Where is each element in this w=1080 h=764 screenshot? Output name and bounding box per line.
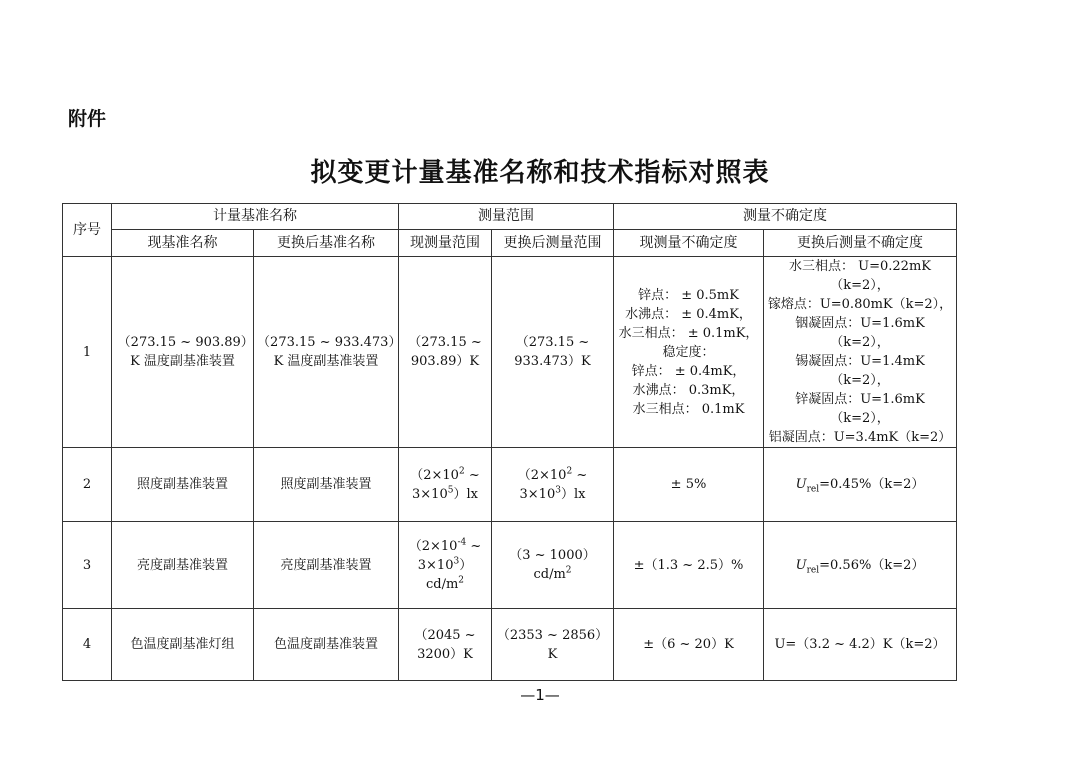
- new-range-cell: [492, 522, 614, 609]
- header-seq: 序号: [63, 204, 112, 257]
- range-line: $cd/m^2$: [425, 575, 465, 592]
- header-range-group: 测量范围: [399, 204, 614, 230]
- current-name-cell: 色温度副基准灯组: [112, 609, 254, 681]
- header-current-uncertainty: 现测量不确定度: [614, 230, 764, 257]
- uncertainty-line: （k=2），: [830, 278, 890, 293]
- page-number: —1—: [520, 686, 560, 704]
- table-row: [63, 257, 957, 448]
- uncertainty-line: 水沸点： 0.3mK，: [632, 382, 745, 398]
- uncertainty-line: 锌点： ± 0.4mK，: [631, 363, 746, 379]
- new-name-cell: 照度副基准装置: [254, 448, 399, 522]
- row-seq: 3: [63, 522, 112, 609]
- current-name-cell: 照度副基准装置: [112, 448, 254, 522]
- row-seq: 2: [63, 448, 112, 522]
- range-line: 903.89）K: [410, 354, 480, 369]
- header-current-range: 现测量范围: [399, 230, 492, 257]
- row-seq: 1: [63, 257, 112, 448]
- range-line: $3\times 10^5)lx$: [412, 485, 478, 502]
- new-name-cell: 亮度副基准装置: [254, 522, 399, 609]
- table-row: [63, 448, 957, 522]
- range-line: （$2\times 10^2$ ~: [517, 466, 588, 483]
- header-name-group: 计量基准名称: [112, 204, 399, 230]
- new-uncertainty-cell: [764, 257, 957, 448]
- range-line: 933.473）K: [514, 354, 591, 369]
- new-name-cell: （273.15 ~ 933.473）K 温度副基准装置: [254, 257, 399, 448]
- range-line: $cd/m^2$: [533, 565, 572, 582]
- table-row: [63, 522, 957, 609]
- new-uncertainty-cell: U=（3.2 ~ 4.2）K（k=2）: [764, 609, 957, 681]
- comparison-table: [62, 203, 957, 681]
- header-new-range: 更换后测量范围: [492, 230, 614, 257]
- new-uncertainty-cell: $U_{rel}=0.56\%(k=2)$: [764, 522, 957, 609]
- current-uncertainty-cell: ±（6 ~ 20）K: [614, 609, 764, 681]
- uncertainty-line: 锌点： ± 0.5mK: [638, 287, 739, 303]
- uncertainty-line: 铟凝固点：U=1.6mK（k=2），: [795, 316, 925, 350]
- uncertainty-line: 水三相点： 0.1mK: [632, 401, 745, 417]
- range-line: （2353 ~ 2856）: [496, 627, 609, 643]
- header-current-name: 现基准名称: [112, 230, 254, 257]
- current-name-cell: （273.15 ~ 903.89）K 温度副基准装置: [112, 257, 254, 448]
- range-line: 3200）K: [417, 646, 473, 662]
- uncertainty-line: 水沸点： ± 0.4mK，: [625, 306, 752, 322]
- header-row-2: [63, 230, 957, 257]
- table-row: [63, 609, 957, 681]
- range-line: （2045 ~: [414, 627, 476, 643]
- new-range-cell: [492, 448, 614, 522]
- range-line: K: [547, 646, 558, 662]
- uncertainty-line: 稳定度：: [662, 344, 715, 360]
- uncertainty-line: 水三相点： ± 0.1mK，: [618, 325, 759, 341]
- uncertainty-line: 镓熔点：U=0.80mK（k=2），: [767, 297, 953, 312]
- header-row-1: [63, 204, 957, 230]
- current-range-cell: [399, 522, 492, 609]
- new-range-cell: [492, 609, 614, 681]
- range-line: （3 ~ 1000）: [509, 548, 596, 563]
- range-line: （$2\times 10^2$ ~: [410, 466, 480, 483]
- new-name-cell: 色温度副基准装置: [254, 609, 399, 681]
- range-line: （$2\times 10^{-4}$ ~: [408, 537, 482, 554]
- range-line: （273.15 ~: [515, 335, 590, 350]
- range-line: （273.15 ~: [408, 335, 482, 350]
- current-range-cell: [399, 257, 492, 448]
- current-range-cell: [399, 448, 492, 522]
- uncertainty-line: 锡凝固点：U=1.4mK（k=2），: [795, 354, 925, 388]
- header-uncertainty-group: 测量不确定度: [614, 204, 957, 230]
- range-line: $3\times 10^3$）: [417, 556, 473, 573]
- current-uncertainty-cell: [614, 257, 764, 448]
- new-uncertainty-cell: $U_{rel}=0.45\%(k=2)$: [764, 448, 957, 522]
- attachment-label: 附件: [68, 108, 107, 130]
- header-new-name: 更换后基准名称: [254, 230, 399, 257]
- range-line: $3\times 10^3)lx$: [519, 485, 586, 502]
- row-seq: 4: [63, 609, 112, 681]
- current-uncertainty-cell: ±（1.3 ~ 2.5）%: [614, 522, 764, 609]
- uncertainty-line: 铝凝固点：U=3.4mK（k=2）: [768, 430, 952, 445]
- new-range-cell: [492, 257, 614, 448]
- current-uncertainty-cell: ± 5%: [614, 448, 764, 522]
- current-name-cell: 亮度副基准装置: [112, 522, 254, 609]
- uncertainty-line: 锌凝固点：U=1.6mK（k=2），: [795, 392, 925, 426]
- page-title: 拟变更计量基准名称和技术指标对照表: [310, 158, 770, 188]
- uncertainty-line: 水三相点： U=0.22mK: [789, 259, 931, 274]
- header-new-uncertainty: 更换后测量不确定度: [764, 230, 957, 257]
- current-range-cell: [399, 609, 492, 681]
